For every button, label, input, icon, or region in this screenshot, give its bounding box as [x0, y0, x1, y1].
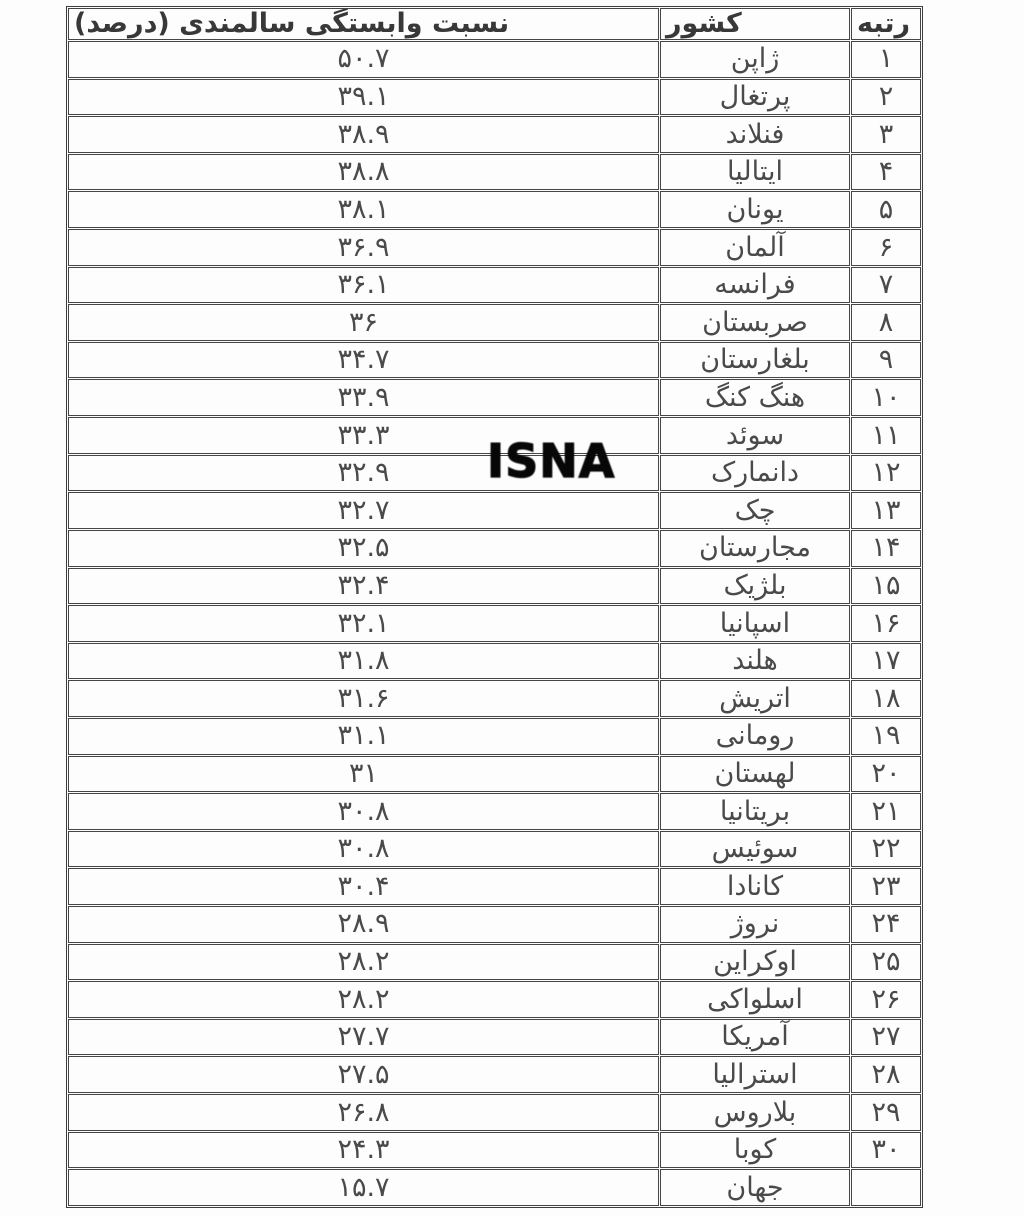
table-row [68, 868, 921, 905]
table-row [68, 267, 921, 304]
country-cell: جهان [660, 1169, 850, 1206]
table-row [68, 831, 921, 868]
value-cell: ۳۶.۹ [68, 229, 659, 266]
rank-cell: ۶ [851, 229, 921, 266]
country-cell: لهستان [660, 756, 850, 793]
table-row [68, 906, 921, 943]
header-country: کشور [660, 8, 850, 40]
country-cell: استرالیا [660, 1056, 850, 1093]
value-cell: ۵۰.۷ [68, 41, 659, 78]
table-row [68, 304, 921, 341]
table-row [68, 116, 921, 153]
value-cell: ۳۴.۷ [68, 342, 659, 379]
table-row [68, 944, 921, 981]
value-cell: ۲۷.۵ [68, 1056, 659, 1093]
value-cell: ۳۰.۴ [68, 868, 659, 905]
country-cell: فرانسه [660, 267, 850, 304]
value-cell: ۳۳.۳ [68, 417, 659, 454]
value-cell: ۳۲.۷ [68, 492, 659, 529]
rank-cell: ۱۲ [851, 455, 921, 492]
rank-cell: ۱۶ [851, 605, 921, 642]
rank-cell: ۲۳ [851, 868, 921, 905]
country-cell: صربستان [660, 304, 850, 341]
country-cell: هنگ کنگ [660, 379, 850, 416]
value-cell: ۳۲.۹ [68, 455, 659, 492]
country-cell: یونان [660, 191, 850, 228]
table-row [68, 680, 921, 717]
value-cell: ۳۸.۹ [68, 116, 659, 153]
value-cell: ۲۷.۷ [68, 1019, 659, 1056]
value-cell: ۳۸.۸ [68, 154, 659, 191]
rank-cell: ۲۵ [851, 944, 921, 981]
value-cell: ۳۶.۱ [68, 267, 659, 304]
rank-cell: ۷ [851, 267, 921, 304]
country-cell: اسلواکی [660, 981, 850, 1018]
value-cell: ۲۸.۲ [68, 981, 659, 1018]
value-cell: ۲۴.۳ [68, 1132, 659, 1169]
rank-cell: ۱۵ [851, 568, 921, 605]
header-ratio: نسبت وابستگی سالمندی (درصد) [68, 8, 659, 40]
rank-cell: ۲۷ [851, 1019, 921, 1056]
rank-cell: ۵ [851, 191, 921, 228]
country-cell: دانمارک [660, 455, 850, 492]
country-cell: ایتالیا [660, 154, 850, 191]
rank-cell: ۱۱ [851, 417, 921, 454]
value-cell: ۳۲.۱ [68, 605, 659, 642]
rank-cell: ۱۷ [851, 643, 921, 680]
country-cell: بلاروس [660, 1094, 850, 1131]
country-cell: اتریش [660, 680, 850, 717]
rank-cell: ۱۰ [851, 379, 921, 416]
rank-cell: ۲۴ [851, 906, 921, 943]
table-row [68, 492, 921, 529]
rank-cell: ۲۹ [851, 1094, 921, 1131]
rank-cell: ۳ [851, 116, 921, 153]
table-row [68, 530, 921, 567]
rank-cell: ۲۰ [851, 756, 921, 793]
isna-watermark: ISNA [487, 434, 616, 488]
country-cell: پرتغال [660, 79, 850, 116]
country-cell: ژاپن [660, 41, 850, 78]
country-cell: فنلاند [660, 116, 850, 153]
country-cell: بلژیک [660, 568, 850, 605]
country-cell: اوکراین [660, 944, 850, 981]
rank-cell: ۳۰ [851, 1132, 921, 1169]
rank-cell: ۱۹ [851, 718, 921, 755]
value-cell: ۱۵.۷ [68, 1169, 659, 1206]
value-cell: ۳۱.۱ [68, 718, 659, 755]
table-row [68, 756, 921, 793]
table-row [68, 342, 921, 379]
country-cell: نروژ [660, 906, 850, 943]
table-row [68, 1019, 921, 1056]
value-cell: ۳۲.۵ [68, 530, 659, 567]
rank-cell: ۹ [851, 342, 921, 379]
value-cell: ۳۰.۸ [68, 831, 659, 868]
table-row [68, 154, 921, 191]
value-cell: ۳۱.۶ [68, 680, 659, 717]
rank-cell: ۸ [851, 304, 921, 341]
country-cell: رومانی [660, 718, 850, 755]
country-cell: سوئد [660, 417, 850, 454]
table-row [68, 1094, 921, 1131]
country-cell: هلند [660, 643, 850, 680]
table-row [68, 793, 921, 830]
rank-cell: ۲۶ [851, 981, 921, 1018]
rank-cell: ۲ [851, 79, 921, 116]
header-rank: رتبه [851, 8, 921, 40]
value-cell: ۳۳.۹ [68, 379, 659, 416]
table-body [68, 41, 921, 1206]
value-cell: ۳۰.۸ [68, 793, 659, 830]
country-cell: بلغارستان [660, 342, 850, 379]
country-cell: کوبا [660, 1132, 850, 1169]
table-row [68, 981, 921, 1018]
country-cell: کانادا [660, 868, 850, 905]
table-row [68, 79, 921, 116]
old-age-dependency-table [66, 6, 923, 1208]
value-cell: ۲۸.۲ [68, 944, 659, 981]
rank-cell: ۱۴ [851, 530, 921, 567]
table-row [68, 1169, 921, 1206]
table-row [68, 718, 921, 755]
table-row [68, 41, 921, 78]
rank-cell: ۱۸ [851, 680, 921, 717]
rank-cell [851, 1169, 921, 1206]
value-cell: ۲۶.۸ [68, 1094, 659, 1131]
value-cell: ۲۸.۹ [68, 906, 659, 943]
country-cell: آمریکا [660, 1019, 850, 1056]
rank-cell: ۱ [851, 41, 921, 78]
country-cell: چک [660, 492, 850, 529]
rank-cell: ۴ [851, 154, 921, 191]
value-cell: ۳۸.۱ [68, 191, 659, 228]
rank-cell: ۱۳ [851, 492, 921, 529]
rank-cell: ۲۲ [851, 831, 921, 868]
country-cell: مجارستان [660, 530, 850, 567]
rank-cell: ۲۱ [851, 793, 921, 830]
table-row [68, 568, 921, 605]
value-cell: ۳۹.۱ [68, 79, 659, 116]
value-cell: ۳۱ [68, 756, 659, 793]
rank-cell: ۲۸ [851, 1056, 921, 1093]
country-cell: آلمان [660, 229, 850, 266]
value-cell: ۳۶ [68, 304, 659, 341]
country-cell: سوئیس [660, 831, 850, 868]
table-row [68, 1056, 921, 1093]
table-row [68, 379, 921, 416]
table-row [68, 643, 921, 680]
value-cell: ۳۱.۸ [68, 643, 659, 680]
table-row [68, 229, 921, 266]
value-cell: ۳۲.۴ [68, 568, 659, 605]
country-cell: بریتانیا [660, 793, 850, 830]
table-row [68, 605, 921, 642]
header-row [68, 8, 921, 40]
table-row [68, 191, 921, 228]
table-row [68, 1132, 921, 1169]
country-cell: اسپانیا [660, 605, 850, 642]
